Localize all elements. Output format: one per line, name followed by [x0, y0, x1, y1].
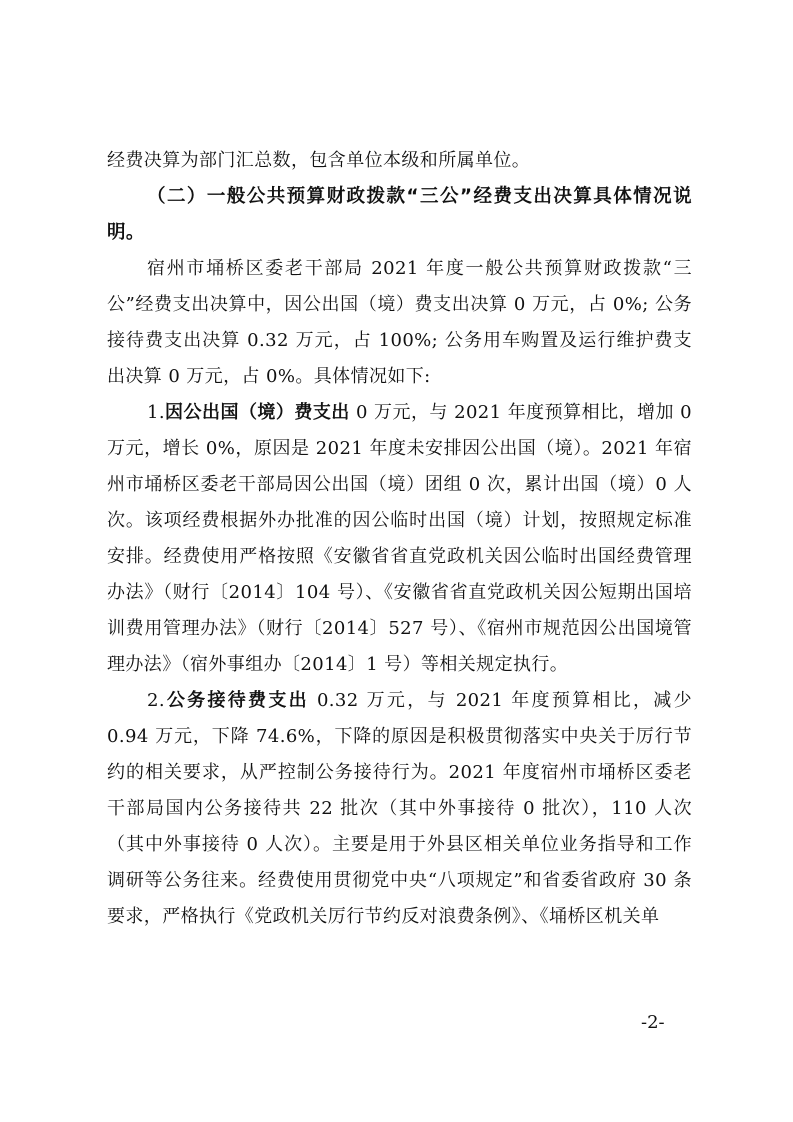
item-1-body: 0 万元，与 2021 年度预算相比，增加 0 万元，增长 0%，原因是 2021 年度未安排因公出国（境）。2021 年宿州市埇桥区委老干部局因公出国（境）团组 0 次，累计出国（境）0 人次。该项经费根据外办批准的因公临时出国（境）计划，按照规定标准安排。经费使用严格按照《安徽省省直党政机关因公临时出国经费管理办法》（财行〔2014〕104 号）、《安徽省省直党政机关因公短期出国培训费用管理办法》（财行〔2014〕527 号）、《宿州市规范因公出国境管理办法》（宿外事组办〔2014〕1 号）等相关规定执行。 [107, 402, 693, 675]
paragraph-item-2 [107, 683, 692, 935]
item-2-body: 0.32 万元，与 2021 年度预算相比，减少 0.94 万元，下降 74.6%，下降的原因是积极贯彻落实中央关于厉行节约的相关要求，从严控制公务接待行为。2021 年度宿州市埇桥区委老干部局国内公务接待共 22 批次（其中外事接待 0 批次），110 人次（其中外事接待 0 人次）。主要是用于外县区相关单位业务指导和工作调研等公务往来。经费使用贯彻党中央“八项规定”和省委省政府 30 条要求，严格执行《党政机关厉行节约反对浪费条例》、《埇桥区机关单 [107, 690, 692, 927]
page-number: -2- [641, 1012, 665, 1033]
section-heading: （二）一般公共预算财政拨款“三公”经费支出决算具体情况说明。 [107, 186, 692, 243]
paragraph-summary: 宿州市埇桥区委老干部局 2021 年度一般公共预算财政拨款“三公”经费支出决算中，因公出国（境）费支出决算 0 万元，占 0%; 公务接待费支出决算 0.32 万元，占 100%; 公务用车购置及运行维护费支出决算 0 万元，占 0%。具体情况如下: [107, 258, 692, 387]
item-1-title: 因公出国（境）费支出 [164, 402, 350, 423]
item-2-title: 公务接待费支出 [164, 690, 309, 711]
paragraph-intro: 经费决算为部门汇总数，包含单位本级和所属单位。 [107, 150, 531, 171]
item-2-number: 2. [147, 690, 165, 711]
document-body [107, 143, 692, 935]
paragraph-item-1 [107, 395, 692, 683]
item-1-number: 1. [147, 402, 165, 423]
